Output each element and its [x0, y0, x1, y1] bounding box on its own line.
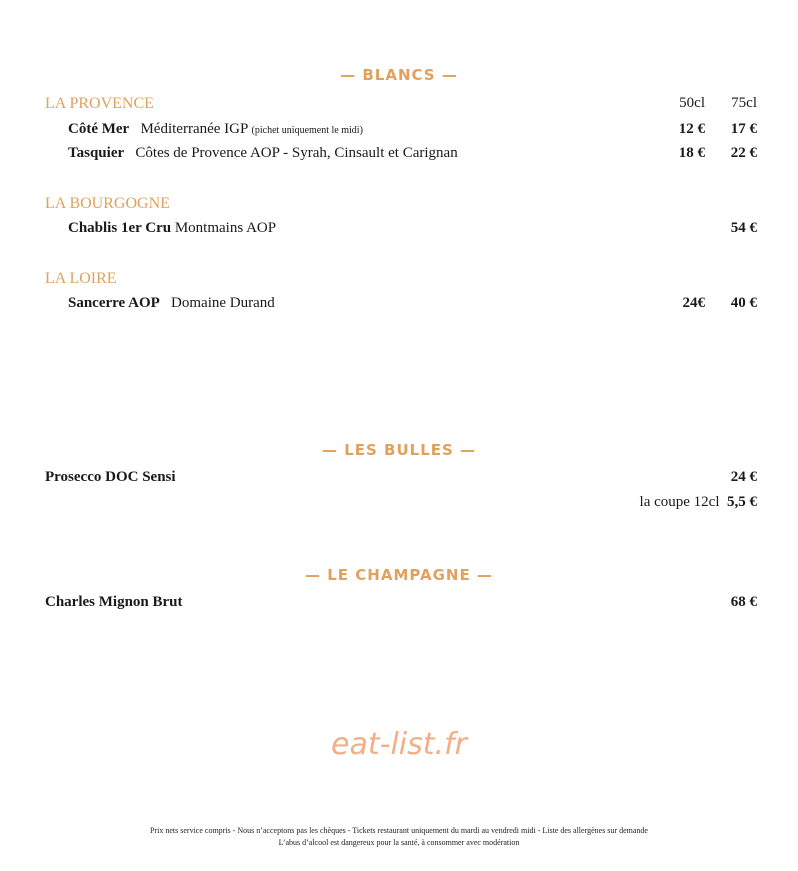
region-bourgogne: LA BOURGOGNE [45, 195, 170, 212]
prosecco-price: 24 € [730, 469, 757, 485]
watermark: eat-list.fr [331, 727, 467, 762]
coupe-label: la coupe 12cl [639, 494, 720, 510]
wine-description: Domaine Durand [171, 295, 275, 311]
section-heading-champagne: — LE CHAMPAGNE — [305, 566, 493, 584]
footer-line-1: Prix nets service compris - Nous n’acceptons pas les chèques - Tickets restaurant uniquement du mardi au vendredi midi - Liste des allergènes sur demande [150, 826, 648, 835]
wine-description: Côtes de Provence AOP - Syrah, Cinsault et Carignan [135, 145, 458, 161]
price-50cl: 12 € [678, 121, 705, 137]
wine-name: Sancerre AOP [68, 295, 160, 311]
wine-name: Côté Mer [68, 121, 130, 137]
section-heading-bulles: — LES BULLES — [321, 441, 477, 459]
section-heading-blancs: — BLANCS — [340, 66, 458, 84]
column-header-50cl: 50cl [679, 95, 705, 111]
wine-description: Méditerranée IGP [140, 121, 248, 137]
wine-sancerre [68, 295, 275, 312]
champagne-price: 68 € [730, 594, 757, 610]
price-75cl: 54 € [730, 220, 757, 236]
coupe-price: 5,5 € [727, 494, 757, 510]
champagne-name: Charles Mignon Brut [45, 594, 183, 610]
region-provence: LA PROVENCE [45, 95, 154, 112]
prosecco-name: Prosecco DOC Sensi [45, 469, 176, 485]
price-75cl: 17 € [730, 121, 757, 137]
wine-chablis [68, 220, 276, 237]
price-75cl: 40 € [730, 295, 757, 311]
price-50cl: 24€ [682, 295, 705, 311]
region-loire: LA LOIRE [45, 270, 117, 287]
wine-name: Chablis 1er Cru [68, 220, 172, 236]
column-header-75cl: 75cl [731, 95, 757, 111]
prosecco-coupe [640, 494, 757, 511]
wine-note: (pichet uniquement le midi) [251, 125, 363, 136]
price-50cl: 18 € [678, 145, 705, 161]
wine-tasquier [68, 145, 458, 162]
price-75cl: 22 € [730, 145, 757, 161]
wine-cote-mer [68, 121, 363, 138]
footer-line-2: L’abus d’alcool est dangereux pour la santé, à consommer avec modération [278, 838, 520, 847]
wine-name: Tasquier [68, 145, 125, 161]
wine-description: Montmains AOP [174, 220, 277, 236]
